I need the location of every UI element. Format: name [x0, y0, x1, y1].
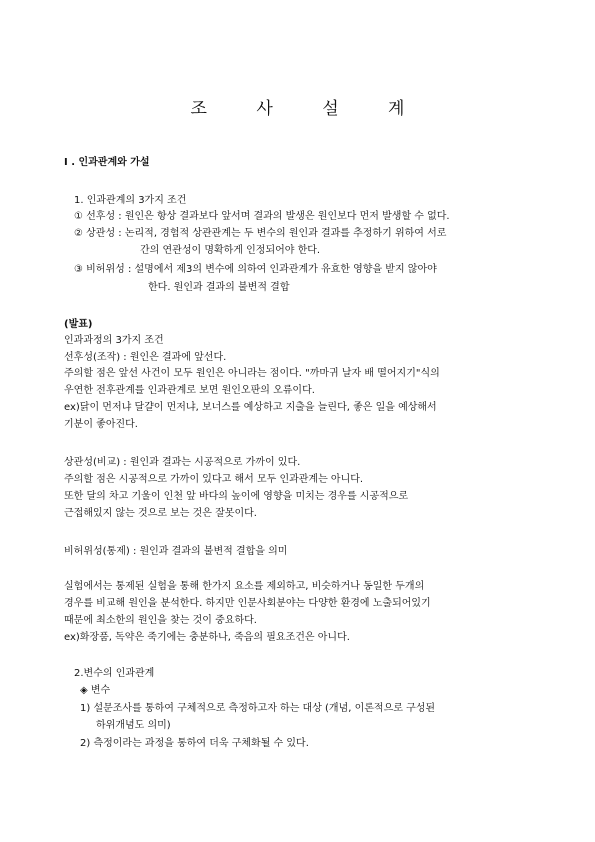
condition-item: ① 선후성 : 원인은 항상 결과보다 앞서며 결과의 발생은 원인보다 먼저 발생할 수 없다. [74, 211, 450, 222]
condition-item: ② 상관성 : 논리적, 경험적 상관관계는 두 변수의 원인과 결과를 추정하기 위하여 서로 [74, 228, 447, 239]
presentation-line: 선후성(조작) : 원인은 결과에 앞선다. [64, 352, 227, 363]
section1-heading: I . 인과관계와 가설 [64, 157, 150, 168]
presentation-line: 비허위성(통제) : 원인과 결과의 불변적 결합을 의미 [64, 546, 288, 557]
variable-item: 2) 측정이라는 과정을 통하여 더욱 구체화될 수 있다. [80, 738, 309, 749]
condition-item-cont: 한다. 원인과 결과의 불변적 결합 [148, 282, 290, 293]
variable-item: 1) 설문조사를 통하여 구체적으로 측정하고자 하는 대상 (개념, 이론적으로 구성된 [80, 703, 436, 714]
presentation-line: 근접해있지 않는 것으로 보는 것은 잘못이다. [64, 508, 257, 519]
document-title: 조 사 설 계 [190, 99, 427, 119]
presentation-line: 주의할 점은 시공적으로 가까이 있다고 해서 모두 인과관계는 아니다. [64, 474, 364, 485]
presentation-line: 실험에서는 통제된 실험을 통해 한가지 요소를 제외하고, 비슷하거나 동일한 두개의 [64, 581, 425, 592]
presentation-line: 기분이 좋아진다. [64, 419, 138, 430]
variable-bullet: ◈ 변수 [80, 685, 111, 696]
section2-heading: 2.변수의 인과관계 [74, 668, 155, 679]
presentation-line: ex)화장품, 독약은 죽기에는 충분하나, 죽음의 필요조건은 아니다. [64, 632, 350, 643]
condition-item: ③ 비허위성 : 설명에서 제3의 변수에 의하여 인과관계가 유효한 영향을 받지 않아야 [74, 264, 437, 275]
presentation-line: 인과과정의 3가지 조건 [64, 335, 164, 346]
presentation-line: 상관성(비교) : 원인과 결과는 시공적으로 가까이 있다. [64, 457, 301, 468]
presentation-line: 또한 달의 차고 기울이 인천 앞 바다의 높이에 영향을 미치는 경우를 시공적으로 [64, 491, 409, 502]
presentation-line: ex)닭이 먼저냐 달걀이 먼저냐, 보너스를 예상하고 지출을 늘린다, 좋은 일을 예상해서 [64, 402, 437, 413]
presentation-line: 주의할 점은 앞선 사건이 모두 원인은 아니라는 점이다. "까마귀 날자 배 떨어지기"식의 [64, 368, 440, 379]
presentation-line: 때문에 최소한의 원인을 찾는 것이 중요하다. [64, 615, 257, 626]
presentation-line: 우연한 전후관계를 인과관계로 보면 원인오판의 오류이다. [64, 385, 315, 396]
condition-item-cont: 간의 연관성이 명확하게 인정되어야 한다. [140, 245, 321, 256]
presentation-heading: (발표) [64, 319, 93, 330]
presentation-line: 경우를 비교해 원인을 분석한다. 하지만 인문사회분야는 다양한 환경에 노출되어있기 [64, 598, 431, 609]
variable-item-cont: 하위개념도 의미) [96, 720, 171, 731]
section1-subheading: 1. 인과관계의 3가지 조건 [74, 195, 187, 206]
